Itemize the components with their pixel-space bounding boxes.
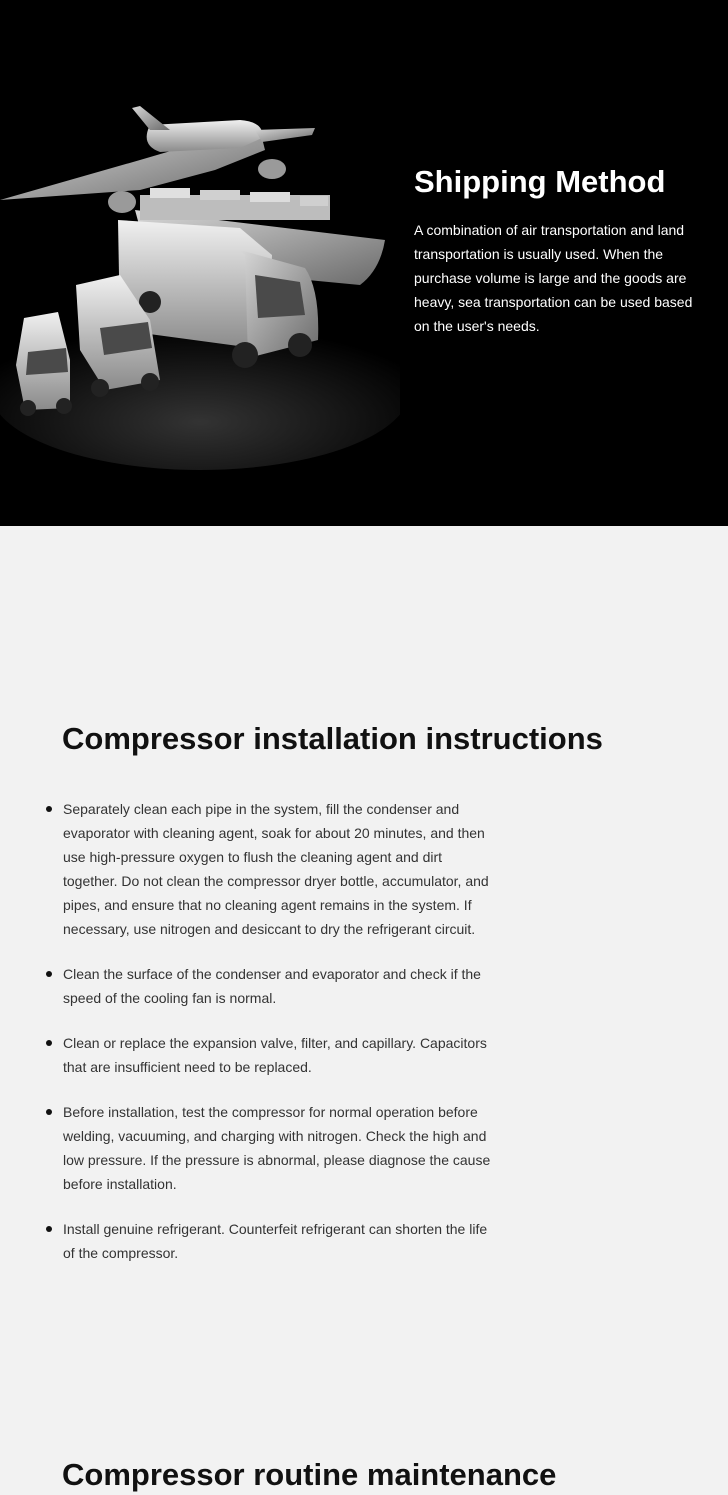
car-icon xyxy=(16,312,72,416)
routine-maintenance-title: Compressor routine maintenance xyxy=(62,1457,557,1492)
shipping-method-title: Shipping Method xyxy=(414,164,666,199)
list-item: Before installation, test the compressor for normal operation before welding, vacuuming, and charging with nitrogen. Check the high and low pressure. If the pressure is abnormal, please diagnose the cause before installation. xyxy=(63,1100,495,1196)
installation-steps-list xyxy=(63,797,495,1265)
shipping-text-block xyxy=(414,163,704,338)
list-item: Clean the surface of the condenser and evaporator and check if the speed of the cooling fan is normal. xyxy=(63,962,495,1010)
transport-vehicles-image xyxy=(0,90,400,470)
shipping-method-section xyxy=(0,0,728,526)
list-item: Separately clean each pipe in the system, fill the condenser and evaporator with cleaning agent, soak for about 20 minutes, and then use high-pressure oxygen to flush the cleaning agent and dirt together. Do not clean the compressor dryer bottle, accumulator, and pipes, and ensure that no cleaning agent remains in the system. If necessary, use nitrogen and desiccant to dry the refrigerant circuit. xyxy=(63,797,495,941)
list-item: Install genuine refrigerant. Counterfeit refrigerant can shorten the life of the compressor. xyxy=(63,1217,495,1265)
installation-instructions-title: Compressor installation instructions xyxy=(62,721,603,756)
shipping-method-description: A combination of air transportation and land transportation is usually used. When the purchase volume is large and the goods are heavy, sea transportation can be used based on the user's needs. xyxy=(414,222,693,334)
list-item: Clean or replace the expansion valve, filter, and capillary. Capacitors that are insufficient need to be replaced. xyxy=(63,1031,495,1079)
